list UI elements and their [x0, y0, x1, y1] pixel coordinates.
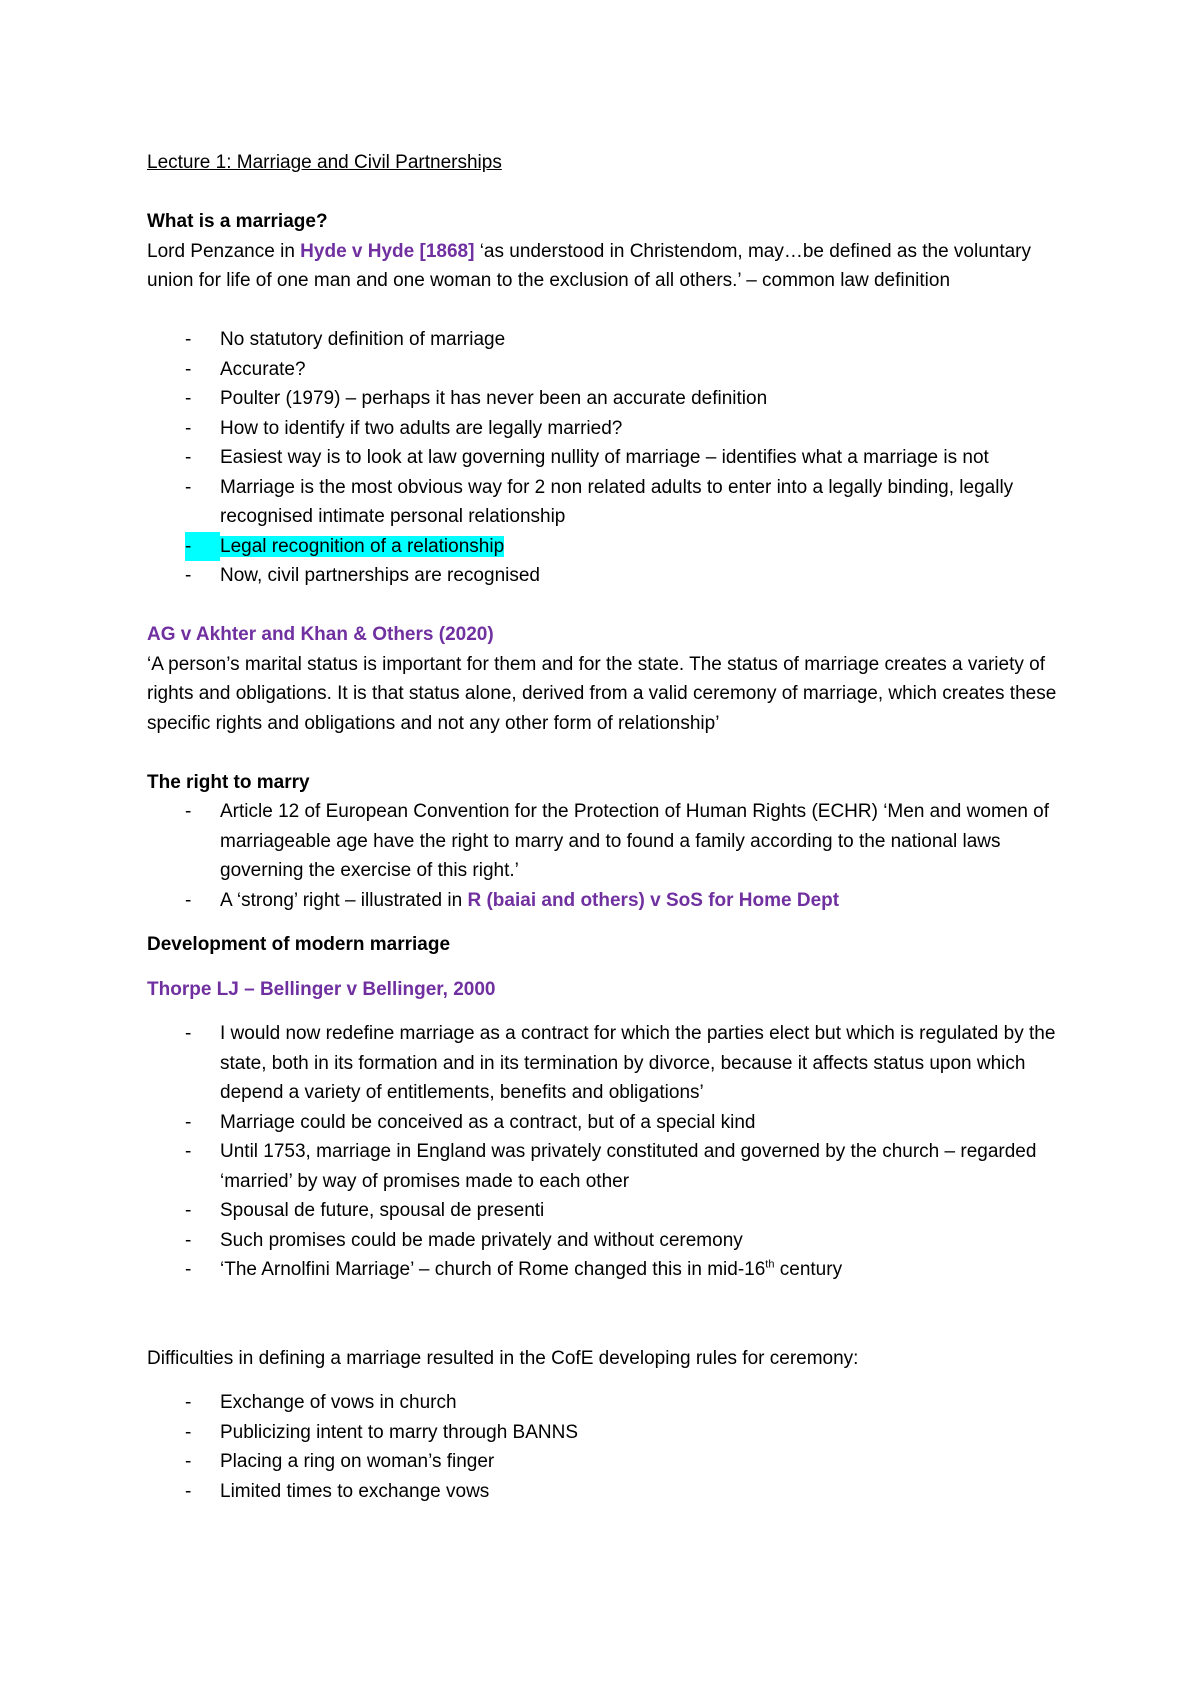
- list-item: - Exchange of vows in church: [147, 1388, 1060, 1418]
- bullet-prefix: A ‘strong’ right – illustrated in: [220, 889, 468, 911]
- marriage-bullet-list: [147, 325, 1060, 591]
- list-item: - Spousal de future, spousal de presenti: [147, 1196, 1060, 1226]
- case-ag-v-akhter: AG v Akhter and Khan & Others (2020): [147, 624, 494, 645]
- list-item: - I would now redefine marriage as a contract for which the parties elect but which is regulated by the state, both in its formation and in its termination by divorce, because it affects status upon which depend a variety of entitlements, benefits and obligations’: [147, 1019, 1060, 1108]
- bullet-suffix: century: [774, 1259, 843, 1280]
- intro-paragraph: [147, 237, 1060, 296]
- difficulties-intro: Difficulties in defining a marriage resulted in the CofE developing rules for ceremony:: [147, 1347, 859, 1369]
- highlighted-list-item: [147, 532, 1060, 562]
- list-item: - Now, civil partnerships are recognised: [147, 561, 1060, 591]
- highlighted-text: Legal recognition of a relationship: [220, 535, 505, 557]
- list-item: - Such promises could be made privately and without ceremony: [147, 1226, 1060, 1256]
- intro-prefix: Lord Penzance in: [147, 240, 301, 262]
- list-item: - Placing a ring on woman’s finger: [147, 1447, 1060, 1477]
- case-bellinger: Thorpe LJ – Bellinger v Bellinger, 2000: [147, 978, 496, 1000]
- heading-modern-marriage: Development of modern marriage: [147, 934, 451, 955]
- list-item: - Until 1753, marriage in England was privately constituted and governed by the church – regarded ‘married’ by way of promises made to each other: [147, 1137, 1060, 1196]
- list-item: - Marriage could be conceived as a contract, but of a special kind: [147, 1108, 1060, 1138]
- page-title: Lecture 1: Marriage and Civil Partnerships: [147, 152, 502, 173]
- list-item: - No statutory definition of marriage: [147, 325, 1060, 355]
- list-item: - Publicizing intent to marry through BANNS: [147, 1418, 1060, 1448]
- list-item: - How to identify if two adults are legally married?: [147, 414, 1060, 444]
- list-item: [147, 886, 1060, 916]
- list-item: - Accurate?: [147, 355, 1060, 385]
- list-item: - Limited times to exchange vows: [147, 1477, 1060, 1507]
- right-to-marry-list: [147, 797, 1060, 915]
- akhter-quote: ‘A person’s marital status is important for them and for the state. The status of marriage creates a variety of rights and obligations. It is that status alone, derived from a valid ceremony of marriage, which creates these specific rights and obligations and not any other form of relationship’: [147, 653, 1057, 734]
- case-baiai: R (baiai and others) v SoS for Home Dept: [467, 889, 840, 911]
- heading-what-is-marriage: What is a marriage?: [147, 211, 328, 232]
- case-hyde-v-hyde: Hyde v Hyde [1868]: [300, 240, 475, 262]
- modern-marriage-list: [147, 1019, 1060, 1285]
- intro-suffix: ‘as understood in Christendom, may…be defined as the voluntary union for life of one man and one woman to the exclusion of all others.’ – common law definition: [147, 240, 1032, 291]
- list-item: - Article 12 of European Convention for the Protection of Human Rights (ECHR) ‘Men and women of marriageable age have the right to marry and to found a family according to the national laws governing the exercise of this right.’: [147, 797, 1060, 886]
- ceremony-rules-list: [147, 1388, 1060, 1506]
- bullet-prefix: ‘The Arnolfini Marriage’ – church of Rome changed this in mid-16: [220, 1259, 766, 1280]
- superscript: th: [765, 1258, 775, 1271]
- list-item: - Poulter (1979) – perhaps it has never been an accurate definition: [147, 384, 1060, 414]
- heading-right-to-marry: The right to marry: [147, 771, 310, 793]
- list-item: - Marriage is the most obvious way for 2 non related adults to enter into a legally binding, legally recognised intimate personal relationship: [147, 473, 1060, 532]
- list-item: [147, 1255, 1060, 1285]
- list-item: - Easiest way is to look at law governing nullity of marriage – identifies what a marriage is not: [147, 443, 1060, 473]
